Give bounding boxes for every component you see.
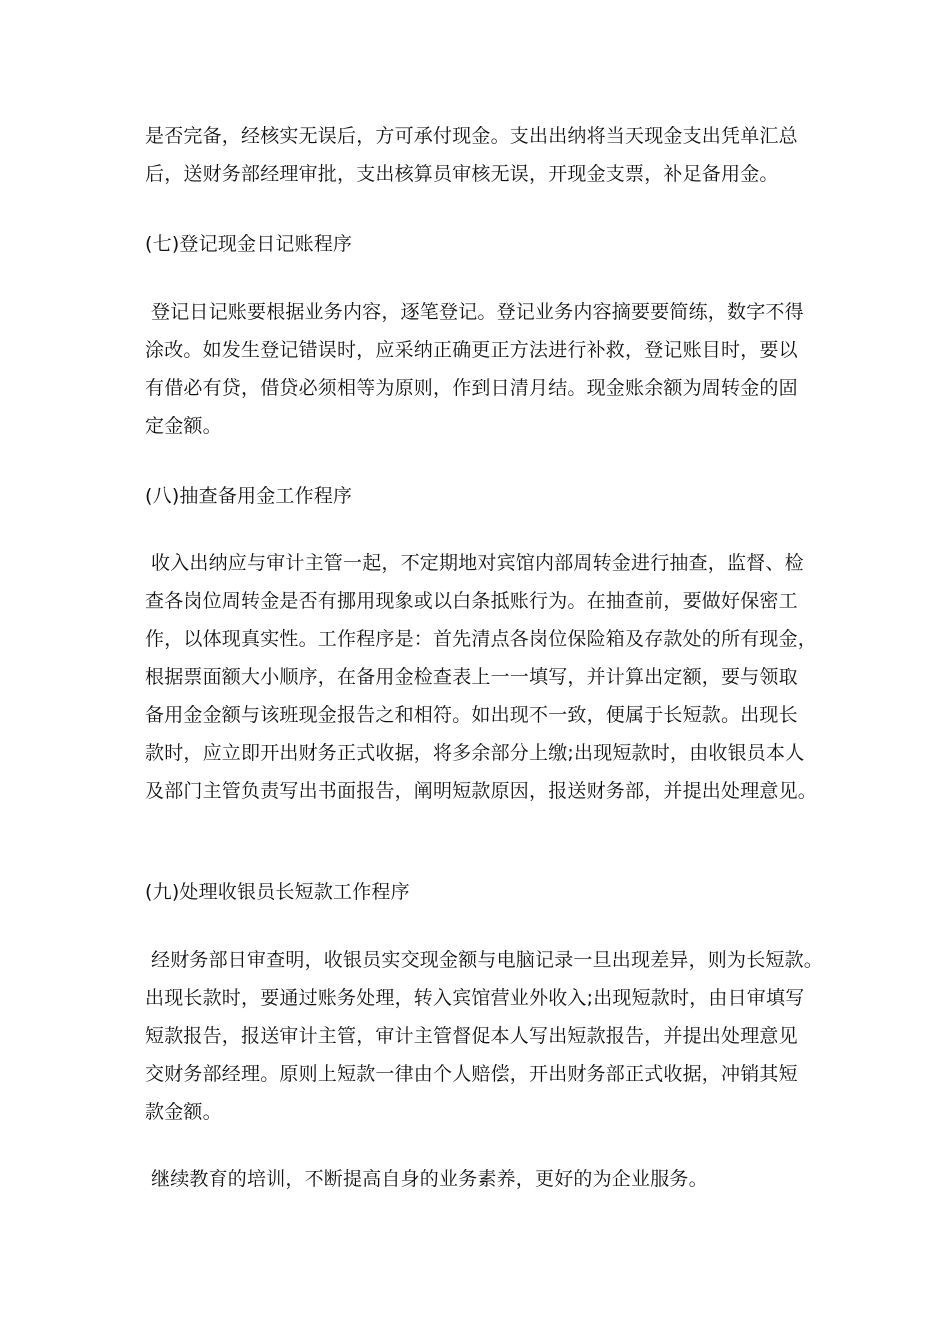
paragraph-line: 款时，应立即开出财务正式收据，将多余部分上缴;出现短款时，由收银员本人 <box>145 742 805 764</box>
paragraph-line: 款金额。 <box>145 1101 222 1123</box>
paragraph-line: 后，送财务部经理审批，支出核算员审核无误，开现金支票，补足备用金。 <box>145 163 779 185</box>
paragraph-line: 定金额。 <box>145 415 222 437</box>
paragraph-line: 查各岗位周转金是否有挪用现象或以白条抵账行为。在抽查前，要做好保密工 <box>145 590 798 612</box>
paragraph-line: 根据票面额大小顺序，在备用金检查表上一一填写，并计算出定额，要与领取 <box>145 666 798 688</box>
paragraph-line: 交财务部经理。原则上短款一律由个人赔偿，开出财务部正式收据，冲销其短 <box>145 1063 798 1085</box>
paragraph-line: 收入出纳应与审计主管一起，不定期地对宾馆内部周转金进行抽查，监督、检 <box>151 552 804 574</box>
paragraph-line: 备用金金额与该班现金报告之和相符。如出现不一致，便属于长短款。出现长 <box>145 704 798 726</box>
section-heading-9: (九)处理收银员长短款工作程序 <box>145 881 410 903</box>
paragraph-line: 是否完备，经核实无误后，方可承付现金。支出出纳将当天现金支出凭单汇总 <box>145 125 798 147</box>
paragraph-line: 出现长款时，要通过账务处理，转入宾馆营业外收入;出现短款时，由日审填写 <box>145 987 805 1009</box>
paragraph-line: 作，以体现真实性。工作程序是：首先清点各岗位保险箱及存款处的所有现金， <box>145 628 818 650</box>
paragraph-line: 短款报告，报送审计主管，审计主管督促本人写出短款报告，并提出处理意见 <box>145 1025 798 1047</box>
paragraph-line: 及部门主管负责写出书面报告，阐明短款原因，报送财务部，并提出处理意见。 <box>145 780 818 802</box>
paragraph-line: 经财务部日审查明，收银员实交现金额与电脑记录一旦出现差异，则为长短款。 <box>151 949 824 971</box>
paragraph-line: 登记日记账要根据业务内容，逐笔登记。登记业务内容摘要要简练，数字不得 <box>151 301 804 323</box>
paragraph-line: 有借必有贷，借贷必须相等为原则，作到日清月结。现金账余额为周转金的固 <box>145 377 798 399</box>
closing-paragraph: 继续教育的培训，不断提高自身的业务素养，更好的为企业服务。 <box>151 1168 708 1190</box>
section-heading-7: (七)登记现金日记账程序 <box>145 233 353 255</box>
section-heading-8: (八)抽查备用金工作程序 <box>145 485 353 507</box>
paragraph-line: 涂改。如发生登记错误时，应采纳正确更正方法进行补救，登记账目时，要以 <box>145 339 798 361</box>
